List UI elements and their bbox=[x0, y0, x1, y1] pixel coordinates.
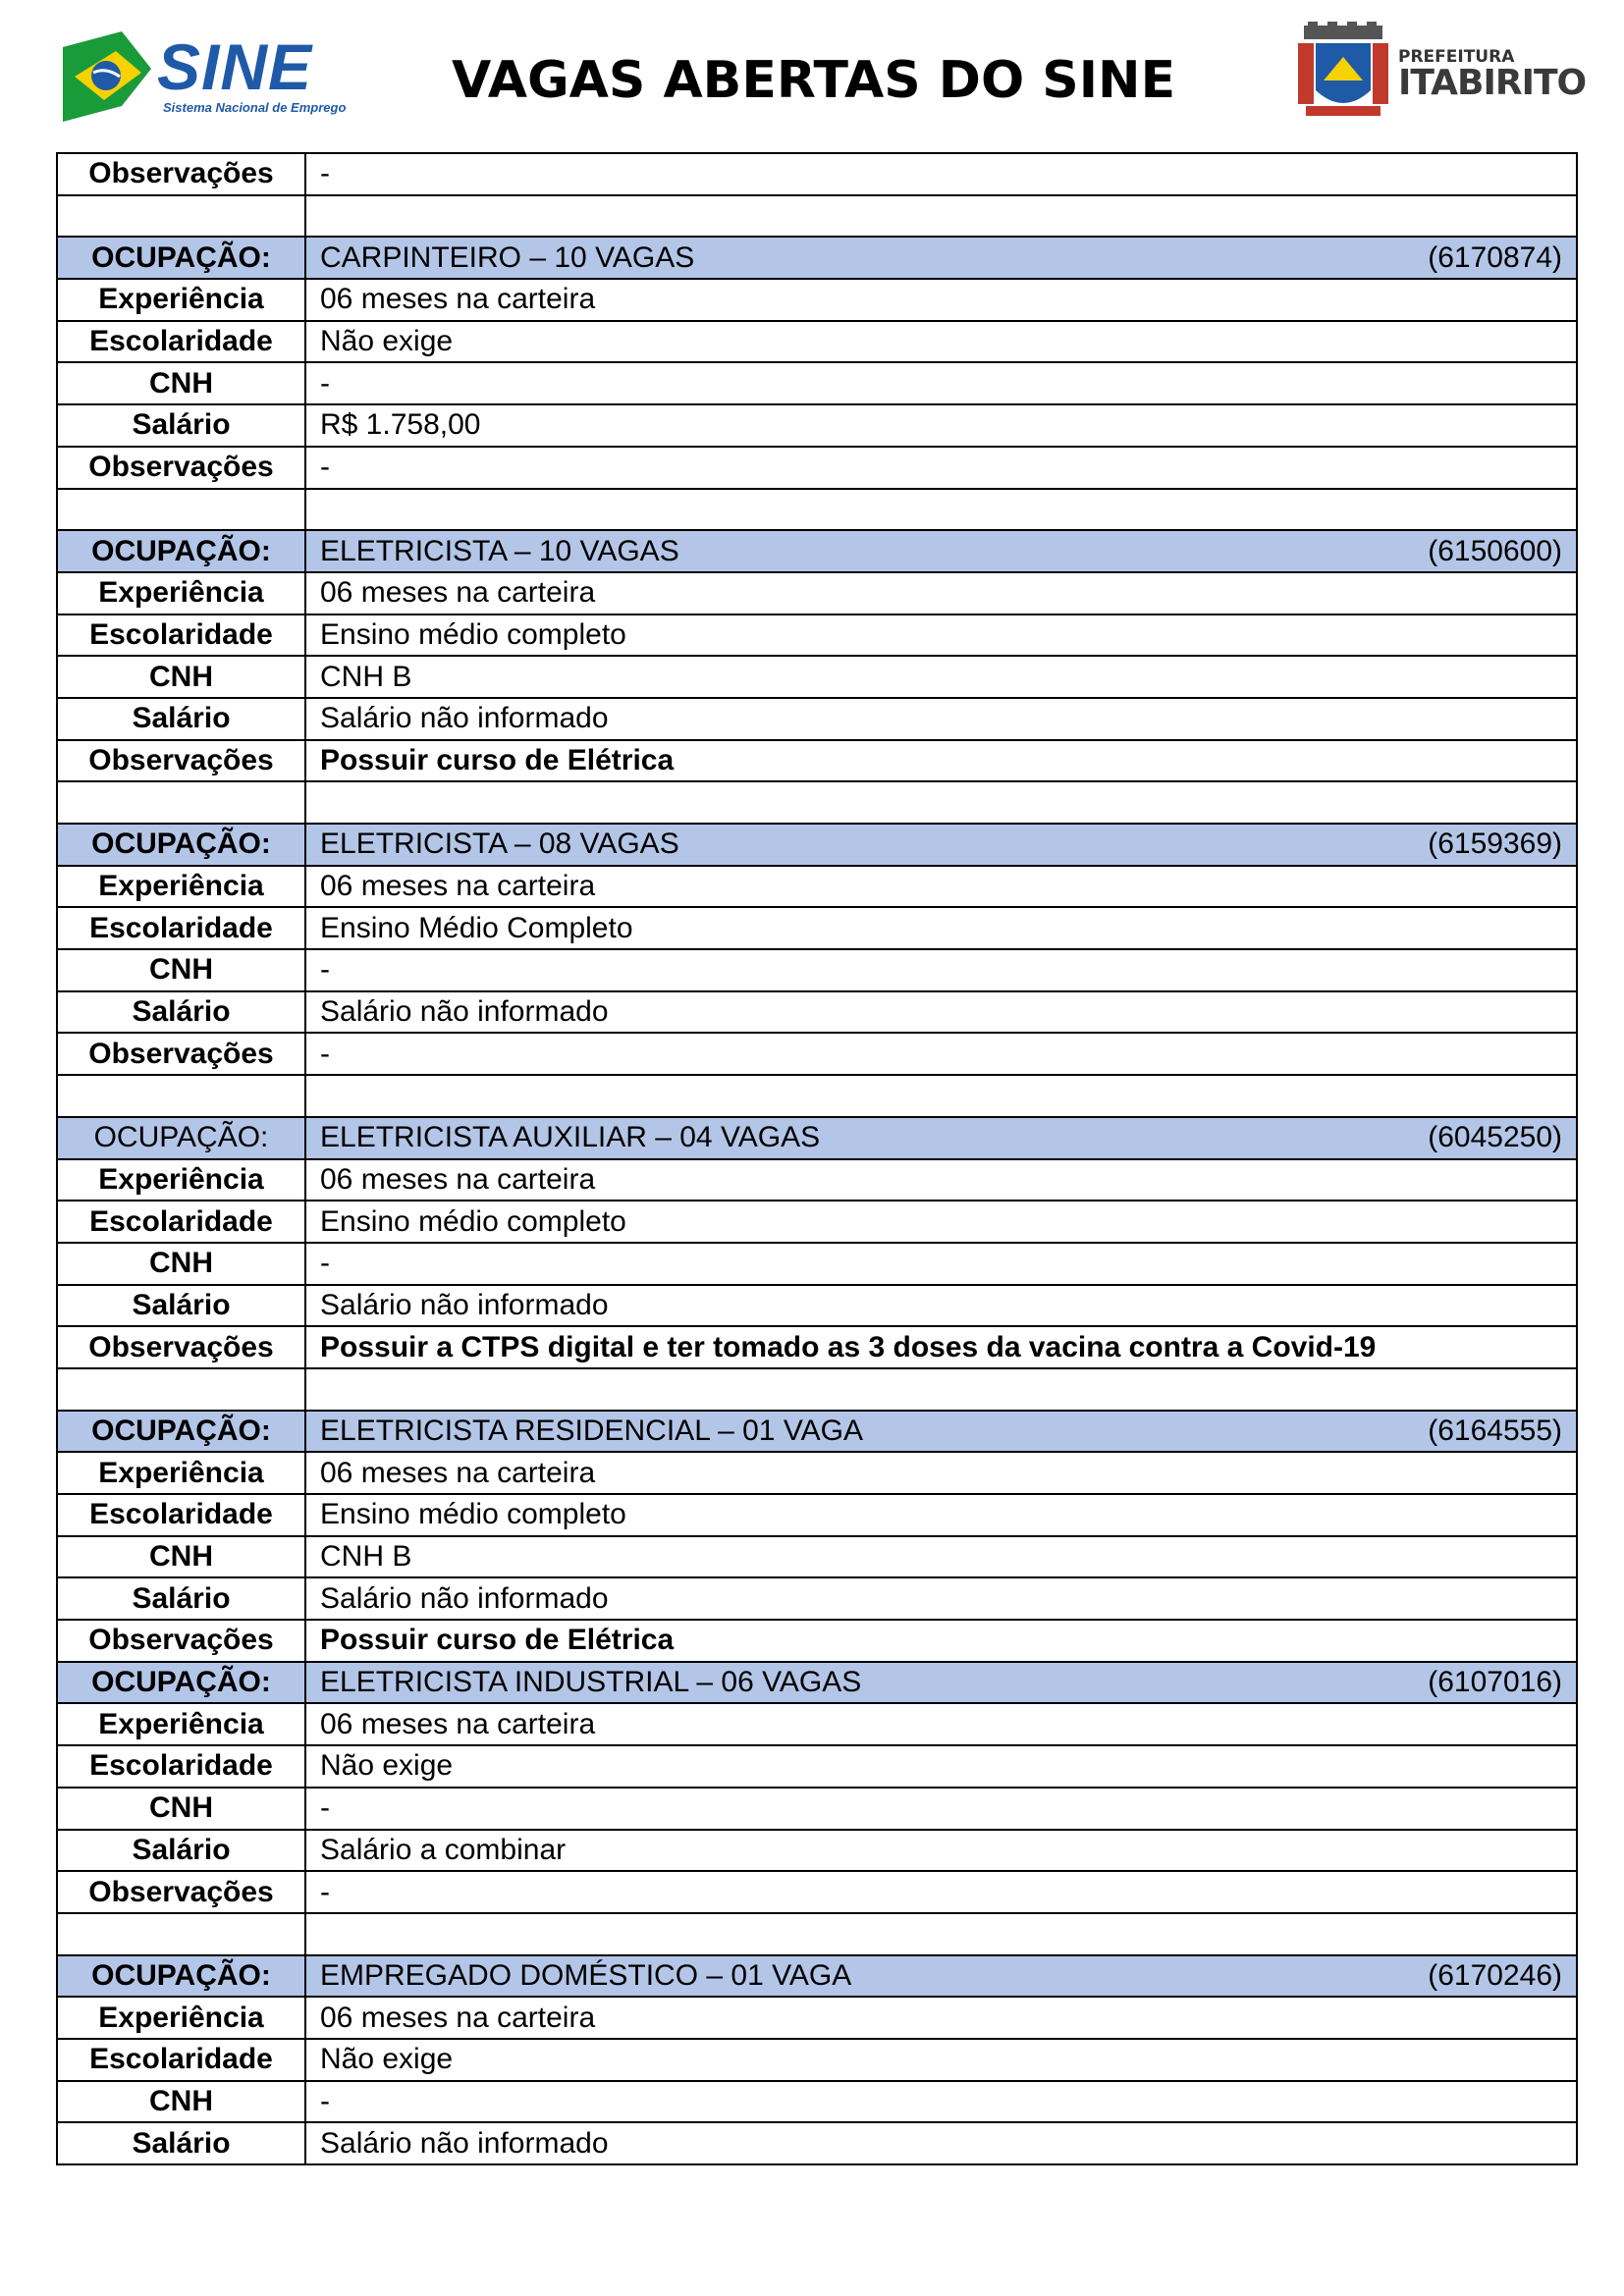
salary-value: Salário não informado bbox=[305, 2122, 1577, 2164]
salary-label: Salário bbox=[57, 698, 305, 740]
prefeitura-label: PREFEITURA bbox=[1398, 47, 1515, 67]
notes-value: - bbox=[305, 447, 1577, 489]
salary-label: Salário bbox=[57, 404, 305, 447]
notes-value: Possuir a CTPS digital e ter tomado as 3 doses da vacina contra a Covid-19 bbox=[305, 1326, 1577, 1368]
table-row bbox=[57, 1745, 1577, 1788]
education-value: Não exige bbox=[305, 321, 1577, 363]
notes-value: - bbox=[305, 153, 1577, 195]
license-value: - bbox=[305, 362, 1577, 404]
occupation-title: ELETRICISTA AUXILIAR – 04 VAGAS bbox=[320, 1121, 821, 1154]
notes-value: - bbox=[305, 1033, 1577, 1075]
table-row bbox=[57, 1620, 1577, 1662]
table-row bbox=[57, 1871, 1577, 1913]
education-value: Não exige bbox=[305, 2039, 1577, 2081]
education-value: Ensino Médio Completo bbox=[305, 907, 1577, 949]
table-row bbox=[57, 1033, 1577, 1075]
occupation-title: ELETRICISTA – 10 VAGAS bbox=[320, 534, 679, 567]
job-code: (6170246) bbox=[1428, 1958, 1562, 1992]
occupation-label: OCUPAÇÃO: bbox=[57, 824, 305, 866]
page-header bbox=[0, 0, 1624, 147]
education-value: Ensino médio completo bbox=[305, 1201, 1577, 1243]
experience-label: Experiência bbox=[57, 1703, 305, 1745]
education-value: Ensino médio completo bbox=[305, 1494, 1577, 1536]
occupation-label: OCUPAÇÃO: bbox=[57, 1411, 305, 1453]
experience-label: Experiência bbox=[57, 1452, 305, 1494]
occupation-row bbox=[57, 1411, 1577, 1453]
table-row bbox=[57, 698, 1577, 740]
experience-label: Experiência bbox=[57, 866, 305, 908]
table-row bbox=[57, 362, 1577, 404]
occupation-row bbox=[57, 1955, 1577, 1998]
table-row bbox=[57, 572, 1577, 614]
notes-value: - bbox=[305, 1871, 1577, 1913]
license-label: CNH bbox=[57, 1536, 305, 1578]
page-title: VAGAS ABERTAS DO SINE bbox=[452, 51, 1176, 110]
notes-value: Possuir curso de Elétrica bbox=[305, 740, 1577, 782]
license-label: CNH bbox=[57, 2081, 305, 2123]
job-openings-table bbox=[56, 152, 1578, 2165]
occupation-label: OCUPAÇÃO: bbox=[57, 1117, 305, 1159]
spacer-row bbox=[57, 1913, 1577, 1955]
job-code: (6164555) bbox=[1428, 1414, 1562, 1447]
table-row bbox=[57, 1997, 1577, 2039]
occupation-title: ELETRICISTA RESIDENCIAL – 01 VAGA bbox=[320, 1414, 863, 1447]
salary-label: Salário bbox=[57, 2122, 305, 2164]
spacer-row bbox=[57, 195, 1577, 238]
occupation-title: CARPINTEIRO – 10 VAGAS bbox=[320, 240, 695, 274]
license-value: - bbox=[305, 1243, 1577, 1285]
sine-logo-text: SINE bbox=[157, 30, 313, 103]
table-row bbox=[57, 153, 1577, 195]
experience-value: 06 meses na carteira bbox=[305, 572, 1577, 614]
education-value: Não exige bbox=[305, 1745, 1577, 1788]
table-row bbox=[57, 279, 1577, 321]
table-row bbox=[57, 1326, 1577, 1368]
table-row bbox=[57, 1201, 1577, 1243]
table-row bbox=[57, 1285, 1577, 1327]
experience-value: 06 meses na carteira bbox=[305, 1997, 1577, 2039]
license-label: CNH bbox=[57, 362, 305, 404]
table-row bbox=[57, 2081, 1577, 2123]
license-value: - bbox=[305, 1788, 1577, 1830]
notes-label: Observações bbox=[57, 1620, 305, 1662]
spacer-row bbox=[57, 1368, 1577, 1411]
salary-value: Salário a combinar bbox=[305, 1830, 1577, 1872]
sine-logo-subtitle: Sistema Nacional de Emprego bbox=[163, 100, 347, 115]
salary-label: Salário bbox=[57, 1830, 305, 1872]
job-code: (6045250) bbox=[1428, 1121, 1562, 1154]
experience-value: 06 meses na carteira bbox=[305, 1703, 1577, 1745]
table-row bbox=[57, 991, 1577, 1034]
spacer-row bbox=[57, 489, 1577, 531]
license-value: CNH B bbox=[305, 656, 1577, 698]
salary-label: Salário bbox=[57, 1577, 305, 1620]
notes-label: Observações bbox=[57, 1326, 305, 1368]
table-row bbox=[57, 1243, 1577, 1285]
table-row bbox=[57, 447, 1577, 489]
occupation-label: OCUPAÇÃO: bbox=[57, 1662, 305, 1704]
education-label: Escolaridade bbox=[57, 2039, 305, 2081]
education-label: Escolaridade bbox=[57, 1201, 305, 1243]
table-row bbox=[57, 1703, 1577, 1745]
table-row bbox=[57, 907, 1577, 949]
license-label: CNH bbox=[57, 656, 305, 698]
notes-label: Observações bbox=[57, 1871, 305, 1913]
table-row bbox=[57, 1577, 1577, 1620]
notes-label: Observações bbox=[57, 1033, 305, 1075]
salary-value: Salário não informado bbox=[305, 1285, 1577, 1327]
license-value: - bbox=[305, 949, 1577, 991]
experience-label: Experiência bbox=[57, 1159, 305, 1201]
spacer-row bbox=[57, 781, 1577, 824]
experience-value: 06 meses na carteira bbox=[305, 279, 1577, 321]
table-row bbox=[57, 656, 1577, 698]
occupation-label: OCUPAÇÃO: bbox=[57, 1955, 305, 1998]
license-label: CNH bbox=[57, 1788, 305, 1830]
job-code: (6170874) bbox=[1428, 240, 1562, 274]
table-row bbox=[57, 1452, 1577, 1494]
table-row bbox=[57, 2039, 1577, 2081]
salary-label: Salário bbox=[57, 991, 305, 1034]
occupation-label: OCUPAÇÃO: bbox=[57, 237, 305, 279]
occupation-row bbox=[57, 530, 1577, 572]
education-value: Ensino médio completo bbox=[305, 614, 1577, 657]
table-row bbox=[57, 1159, 1577, 1201]
education-label: Escolaridade bbox=[57, 321, 305, 363]
job-code: (6150600) bbox=[1428, 534, 1562, 567]
table-row bbox=[57, 321, 1577, 363]
experience-value: 06 meses na carteira bbox=[305, 866, 1577, 908]
experience-label: Experiência bbox=[57, 1997, 305, 2039]
salary-value: R$ 1.758,00 bbox=[305, 404, 1577, 447]
occupation-row bbox=[57, 1662, 1577, 1704]
license-value: - bbox=[305, 2081, 1577, 2123]
experience-label: Experiência bbox=[57, 279, 305, 321]
table-row bbox=[57, 1494, 1577, 1536]
table-row bbox=[57, 614, 1577, 657]
table-row bbox=[57, 404, 1577, 447]
occupation-row bbox=[57, 237, 1577, 279]
license-value: CNH B bbox=[305, 1536, 1577, 1578]
occupation-row bbox=[57, 1117, 1577, 1159]
notes-label: Observações bbox=[57, 447, 305, 489]
salary-value: Salário não informado bbox=[305, 1577, 1577, 1620]
notes-label: Observações bbox=[57, 153, 305, 195]
experience-value: 06 meses na carteira bbox=[305, 1452, 1577, 1494]
job-code: (6159369) bbox=[1428, 828, 1562, 861]
table-row bbox=[57, 1536, 1577, 1578]
table-row bbox=[57, 2122, 1577, 2164]
occupation-title: ELETRICISTA INDUSTRIAL – 06 VAGAS bbox=[320, 1666, 862, 1699]
occupation-title: EMPREGADO DOMÉSTICO – 01 VAGA bbox=[320, 1958, 852, 1992]
table-row bbox=[57, 1830, 1577, 1872]
notes-value: Possuir curso de Elétrica bbox=[305, 1620, 1577, 1662]
job-code: (6107016) bbox=[1428, 1666, 1562, 1699]
salary-value: Salário não informado bbox=[305, 991, 1577, 1034]
spacer-row bbox=[57, 1075, 1577, 1117]
occupation-title: ELETRICISTA – 08 VAGAS bbox=[320, 828, 679, 861]
table-row bbox=[57, 949, 1577, 991]
education-label: Escolaridade bbox=[57, 1745, 305, 1788]
table-row bbox=[57, 1788, 1577, 1830]
table-row bbox=[57, 866, 1577, 908]
table-row bbox=[57, 740, 1577, 782]
experience-label: Experiência bbox=[57, 572, 305, 614]
notes-label: Observações bbox=[57, 740, 305, 782]
education-label: Escolaridade bbox=[57, 1494, 305, 1536]
salary-label: Salário bbox=[57, 1285, 305, 1327]
education-label: Escolaridade bbox=[57, 614, 305, 657]
salary-value: Salário não informado bbox=[305, 698, 1577, 740]
itabirito-label: ITABIRITO bbox=[1398, 63, 1587, 103]
license-label: CNH bbox=[57, 949, 305, 991]
license-label: CNH bbox=[57, 1243, 305, 1285]
education-label: Escolaridade bbox=[57, 907, 305, 949]
experience-value: 06 meses na carteira bbox=[305, 1159, 1577, 1201]
occupation-label: OCUPAÇÃO: bbox=[57, 530, 305, 572]
occupation-row bbox=[57, 824, 1577, 866]
